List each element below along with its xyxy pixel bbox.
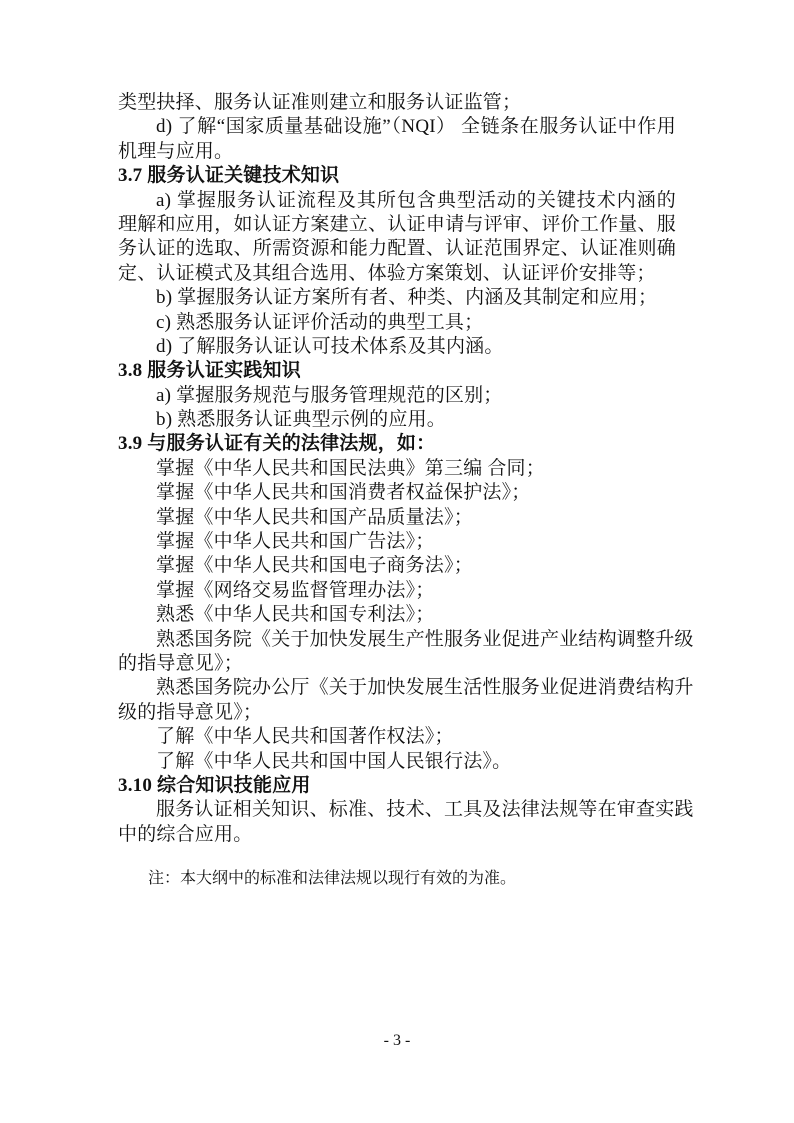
text-line: 中的综合应用。: [118, 823, 253, 845]
text-line: 掌握《网络交易监督管理办法》；: [156, 579, 435, 601]
text-line: 掌握《中华人民共和国广告法》；: [156, 531, 435, 553]
text-line: 务认证的选取、所需资源和能力配置、认证范围界定、认证准则确: [118, 238, 676, 260]
text-line: 级的指导意见》；: [118, 701, 263, 723]
text-line: 掌握《中华人民共和国消费者权益保护法》；: [156, 482, 531, 504]
text-line: 了解《中华人民共和国中国人民银行法》。: [156, 750, 512, 772]
text-lines-container: [118, 91, 694, 847]
text-line: 熟悉《中华人民共和国专利法》；: [156, 604, 435, 626]
section-heading-line: 3.7 服务认证关键技术知识: [118, 165, 340, 187]
text-line: 熟悉国务院办公厅《关于加快发展生活性服务业促进消费结构升: [156, 677, 694, 699]
text-line: 了解《中华人民共和国著作权法》；: [156, 726, 454, 748]
text-line: 机理与应用。: [118, 140, 234, 162]
text-line: 掌握《中华人民共和国民法典》第三编 合同；: [156, 457, 545, 479]
text-line: c) 熟悉服务认证评价活动的典型工具；: [156, 311, 484, 333]
text-line: 掌握《中华人民共和国产品质量法》；: [156, 506, 473, 528]
text-line: 类型抉择、服务认证准则建立和服务认证监管；: [118, 92, 522, 113]
text-line: 掌握《中华人民共和国电子商务法》；: [156, 555, 473, 577]
text-line: 熟悉国务院《关于加快发展生产性服务业促进产业结构调整升级: [156, 628, 694, 650]
page-number: - 3 -: [383, 1032, 411, 1049]
section-heading-line: 3.9 与服务认证有关的法律法规，如：: [118, 433, 436, 455]
text-line: 理解和应用，如认证方案建立、认证申请与评审、评价工作量、服: [118, 213, 676, 235]
document-body: [118, 91, 694, 890]
text-line: 定、认证模式及其组合选用、体验方案策划、认证评价安排等；: [118, 262, 656, 284]
text-line: 服务认证相关知识、标准、技术、工具及法律法规等在审查实践: [156, 799, 694, 821]
text-line: b) 掌握服务认证方案所有者、种类、内涵及其制定和应用；: [156, 287, 658, 309]
section-heading-line: 3.10 综合知识技能应用: [118, 774, 311, 796]
text-line: d) 了解服务认证认可技术体系及其内涵。: [156, 335, 504, 357]
text-line: b) 熟悉服务认证典型示例的应用。: [156, 409, 446, 431]
note-line: 注：本大纲中的标准和法律法规以现行有效的为准。: [148, 870, 517, 888]
section-heading-line: 3.8 服务认证实践知识: [118, 360, 301, 382]
text-line: 的指导意见》；: [118, 652, 243, 674]
text-line: a) 掌握服务规范与服务管理规范的区别；: [156, 384, 503, 406]
text-line: d) 了解“国家质量基础设施”（NQI） 全链条在服务认证中作用: [156, 116, 676, 138]
text-line: a) 掌握服务认证流程及其所包含典型活动的关键技术内涵的: [156, 189, 676, 211]
